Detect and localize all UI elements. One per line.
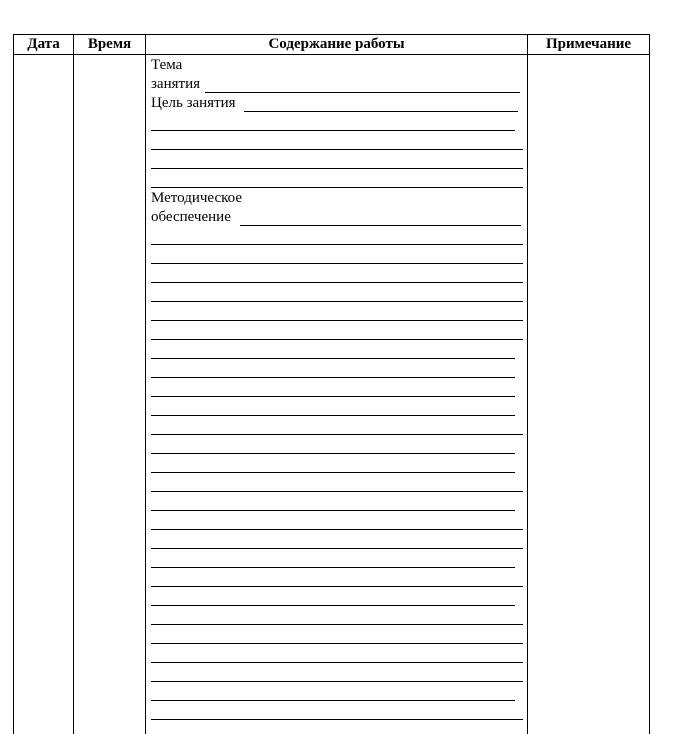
writing-line <box>151 168 523 169</box>
writing-line <box>151 548 523 549</box>
writing-line <box>151 700 515 701</box>
writing-line <box>151 719 523 720</box>
topic-label: Тема <box>151 57 183 73</box>
column-divider-content-note <box>527 34 528 734</box>
header-date: Дата <box>27 36 60 52</box>
column-divider-date-time <box>73 34 74 734</box>
writing-line <box>151 244 523 245</box>
goal-label: Цель занятия <box>151 95 236 111</box>
writing-line <box>151 681 523 682</box>
writing-line <box>151 396 515 397</box>
header-content: Содержание работы <box>268 36 405 52</box>
writing-line <box>151 301 523 302</box>
column-divider-time-content <box>145 34 146 734</box>
writing-line <box>151 567 515 568</box>
writing-line <box>151 339 523 340</box>
topic-label-continued: занятия <box>151 76 200 92</box>
writing-line <box>151 586 523 587</box>
writing-line <box>151 434 523 435</box>
table-right-border <box>649 34 650 734</box>
writing-line <box>151 263 523 264</box>
writing-line <box>151 529 523 530</box>
topic-fill-line <box>205 92 520 93</box>
writing-line <box>151 377 515 378</box>
writing-line <box>151 472 515 473</box>
methodical-label-continued: обеспечение <box>151 209 231 225</box>
writing-line <box>151 662 523 663</box>
writing-line <box>151 320 523 321</box>
writing-line <box>151 358 515 359</box>
writing-line <box>151 149 523 150</box>
writing-line <box>151 453 515 454</box>
writing-line <box>151 605 515 606</box>
goal-fill-line <box>244 111 518 112</box>
writing-line <box>151 187 523 188</box>
writing-line <box>151 491 523 492</box>
header-note: Примечание <box>545 36 632 52</box>
writing-line <box>151 415 515 416</box>
writing-line <box>151 130 515 131</box>
methodical-fill-line <box>240 225 521 226</box>
writing-line <box>151 510 515 511</box>
methodical-label: Методическое <box>151 190 242 206</box>
writing-line <box>151 624 523 625</box>
writing-line <box>151 643 523 644</box>
header-bottom-border <box>13 54 650 55</box>
writing-line <box>151 282 523 283</box>
header-time: Время <box>87 36 132 52</box>
table-left-border <box>13 34 14 734</box>
